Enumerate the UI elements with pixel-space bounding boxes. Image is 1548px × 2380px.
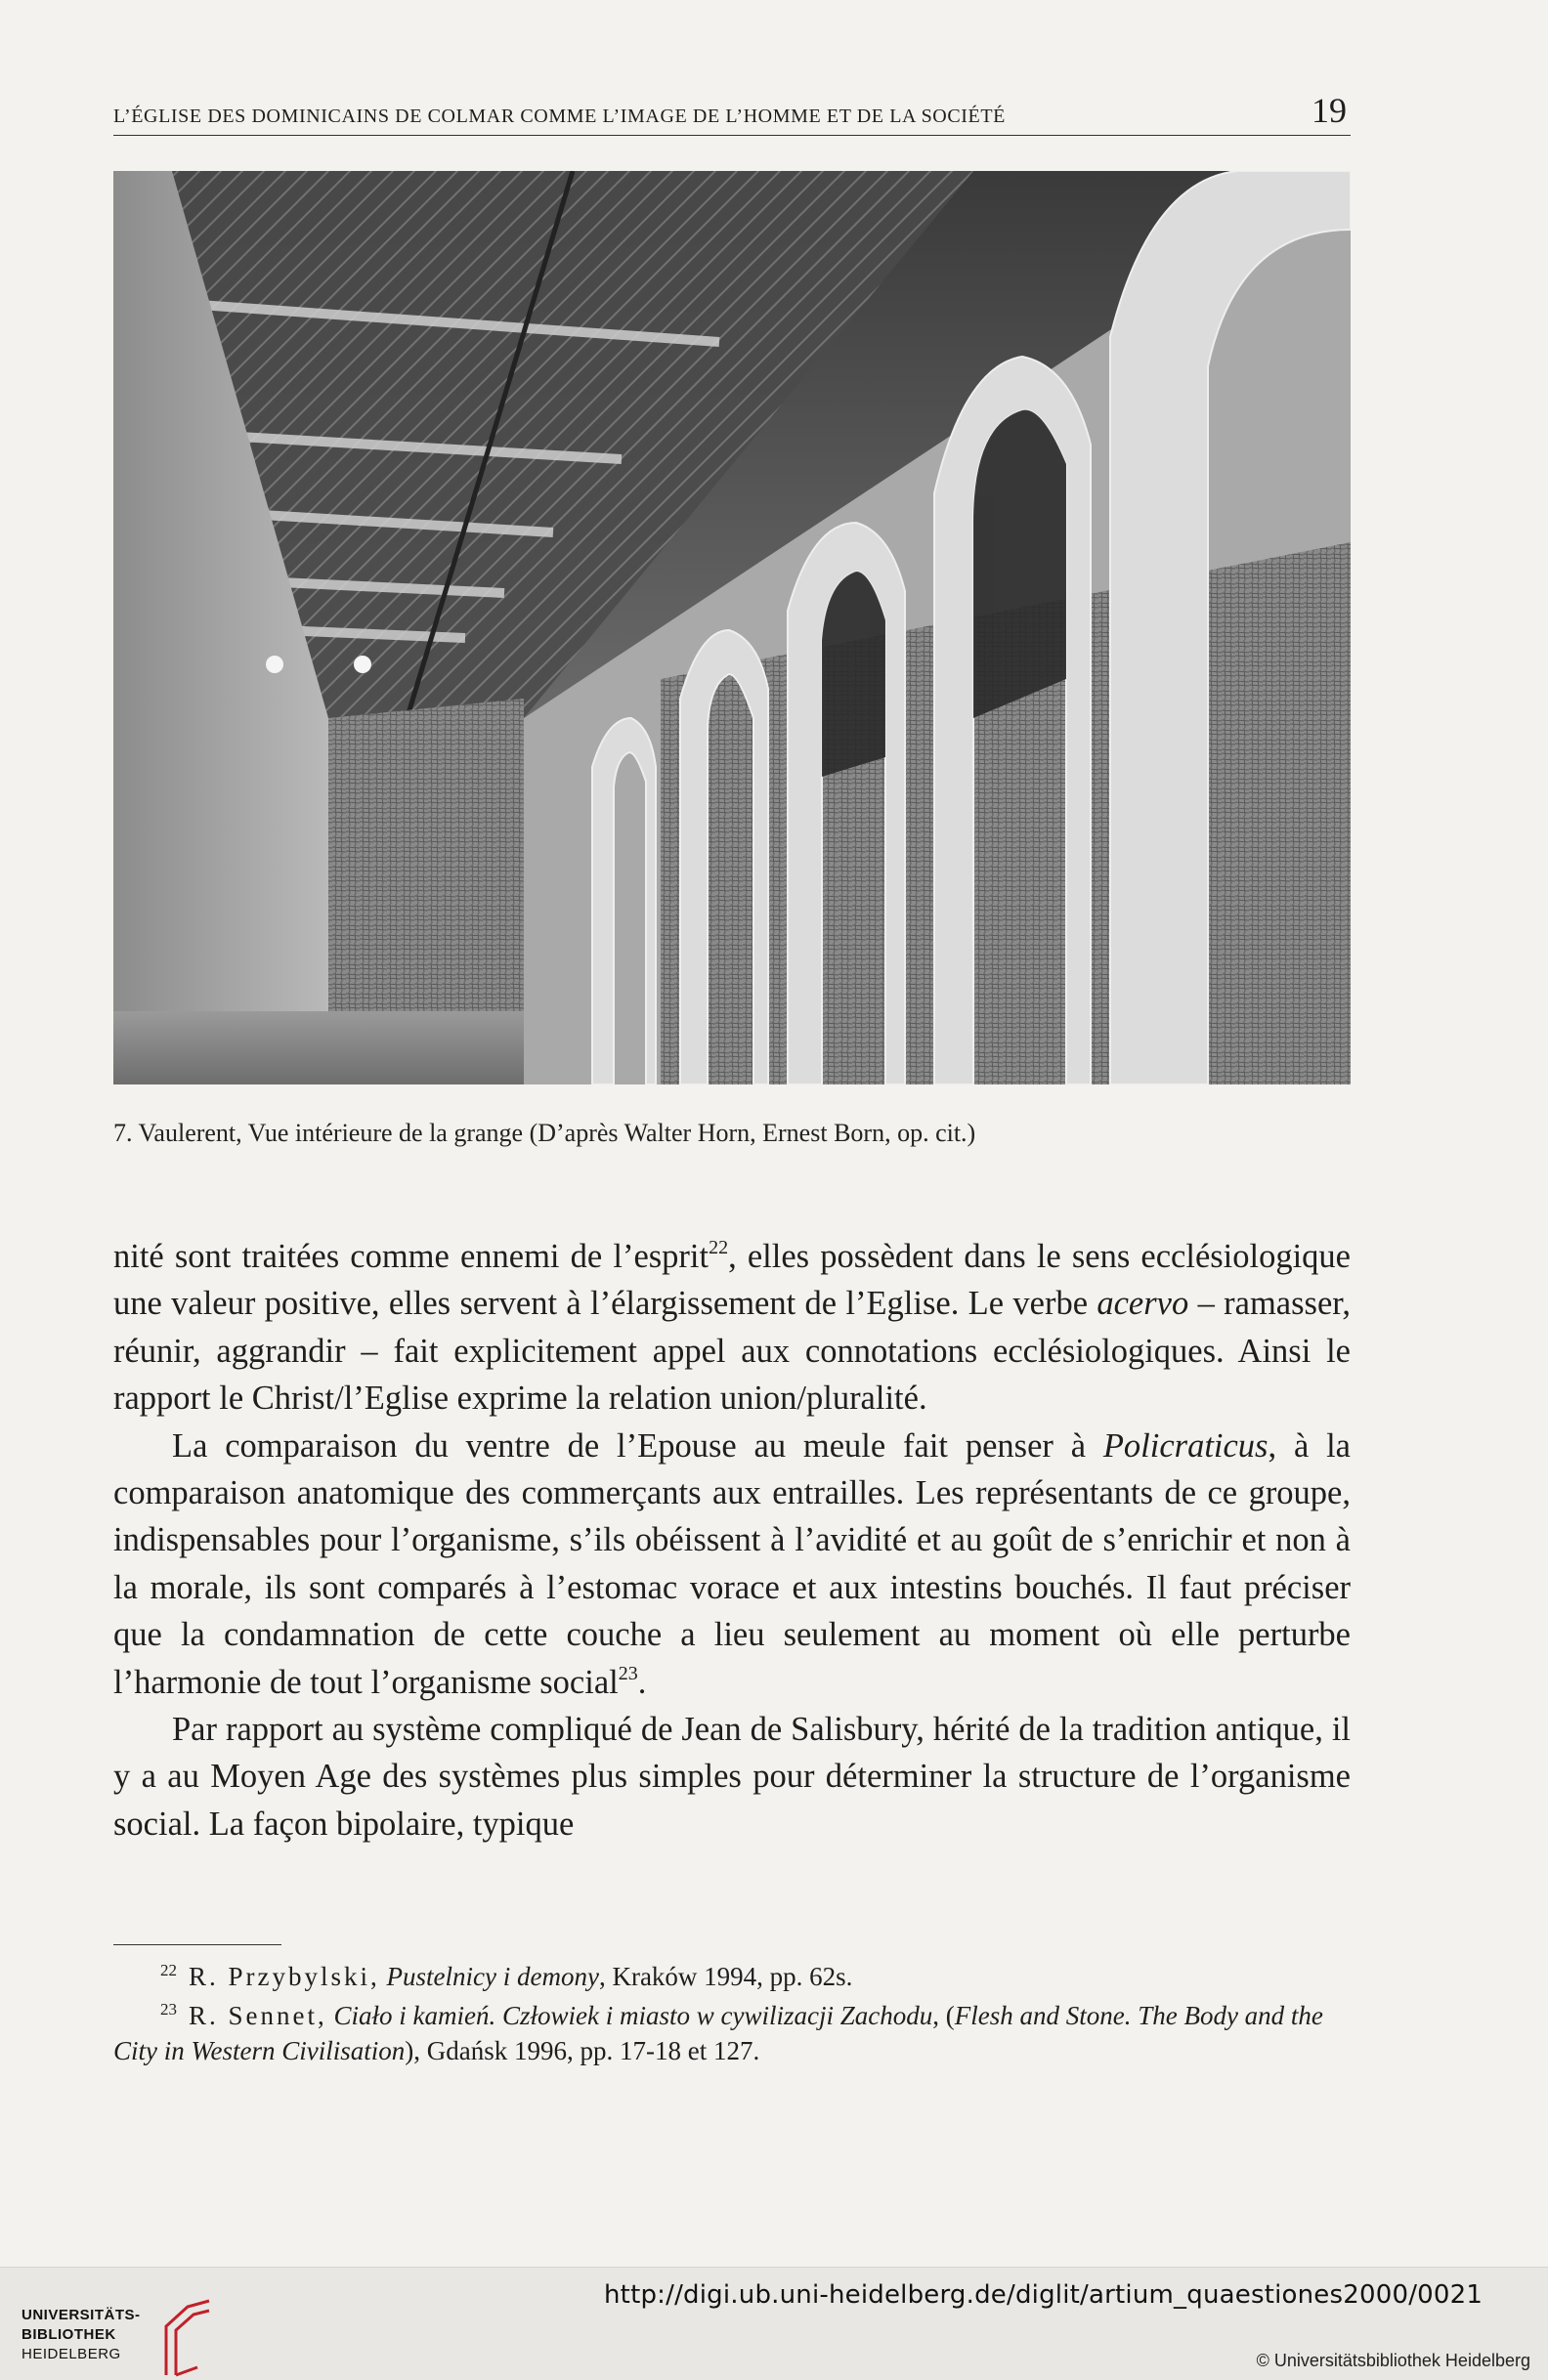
footnote-text: ), Gdańsk 1996, pp. 17-18 et 127. — [405, 2036, 760, 2065]
paragraph-1 — [113, 1233, 1351, 1423]
italic-term: Policraticus — [1102, 1426, 1268, 1465]
italic-term: acervo — [1096, 1285, 1189, 1323]
logo-line-2: BIBLIOTHEK — [22, 2326, 116, 2343]
text-run: nité sont traitées comme ennemi de l’esprit — [113, 1238, 710, 1275]
footnote-23 — [113, 1998, 1351, 2068]
footnote-22 — [113, 1959, 1351, 1994]
running-head — [113, 90, 1351, 136]
library-emblem-icon — [158, 2299, 217, 2379]
footnote-ref-22[interactable]: 22 — [709, 1237, 729, 1258]
text-run: . — [637, 1663, 647, 1701]
footnote-number: 23 — [160, 2000, 177, 2019]
footnote-author: R. Przybylski, — [189, 1962, 380, 1991]
footnote-author: R. Sennet, — [189, 2001, 327, 2030]
logo-line-1: UNIVERSITÄTS- — [22, 2307, 141, 2323]
running-head-title: L’ÉGLISE DES DOMINICAINS DE COLMAR COMME L’IMAGE DE L’HOMME ET DE LA SOCIÉTÉ — [113, 106, 1007, 127]
text-run: , à la comparaison anatomique des commerçants aux entrailles. Les représentants de ce groupe, indispensables pour l’organisme, s’ils obéissent à l’avidité et au goût de s’enrichir et non à la morale, ils sont comparés à l’estomac vorace et aux intestins bouchés. Il faut préciser que la condamnation de cette couche a lieu seulement au moment où elle perturbe l’harmonie de tout l’organisme social — [113, 1426, 1351, 1701]
copyright-notice: © Universitätsbibliothek Heidelberg — [1256, 2351, 1530, 2370]
footnote-divider — [113, 1944, 281, 1945]
footnote-title: Pustelnicy i demony — [386, 1962, 599, 1991]
footnote-number: 22 — [160, 1961, 177, 1979]
text-run: La comparaison du ventre de l’Epouse au meule fait penser à — [172, 1426, 1103, 1465]
barn-interior-image — [113, 171, 1351, 1084]
page-number: 19 — [1312, 91, 1347, 130]
footnote-title: Flesh and Stone. The Body and the City in Western Civilisation — [113, 2001, 1323, 2065]
text-run: – ramasser, réunir, aggrandir – fait explicitement appel aux connotations ecclésiologiques. Ainsi le rapport le Christ/l’Eglise exprime la relation union/pluralité. — [113, 1285, 1351, 1418]
library-logo[interactable] — [22, 2307, 227, 2375]
body-text — [113, 1233, 1351, 1848]
paragraph-3: Par rapport au système compliqué de Jean de Salisbury, hérité de la tradition antique, il y a au Moyen Age des systèmes plus simples pour déterminer la structure de l’organisme social. La façon bipolaire, typique — [113, 1711, 1351, 1843]
footnotes — [113, 1959, 1351, 2072]
footnote-text: , ( — [932, 2001, 955, 2030]
figure-photograph — [113, 171, 1351, 1084]
footnote-text: , Kraków 1994, pp. 62s. — [598, 1962, 853, 1991]
footnote-ref-23[interactable]: 23 — [618, 1662, 638, 1684]
paragraph-2 — [113, 1423, 1351, 1706]
figure-caption: 7. Vaulerent, Vue intérieure de la grange (D’après Walter Horn, Ernest Born, op. cit.) — [113, 1119, 976, 1147]
text-run: , elles possèdent dans le sens ecclésiologique une valeur positive, elles servent à l’élargissement de l’Eglise. Le verbe — [113, 1238, 1351, 1323]
source-url-link[interactable]: http://digi.ub.uni-heidelberg.de/diglit/artium_quaestiones2000/0021 — [604, 2280, 1484, 2310]
footnote-title: Ciało i kamień. Człowiek i miasto w cywilizacji Zachodu — [333, 2001, 933, 2030]
logo-line-3: HEIDELBERG — [22, 2346, 121, 2362]
